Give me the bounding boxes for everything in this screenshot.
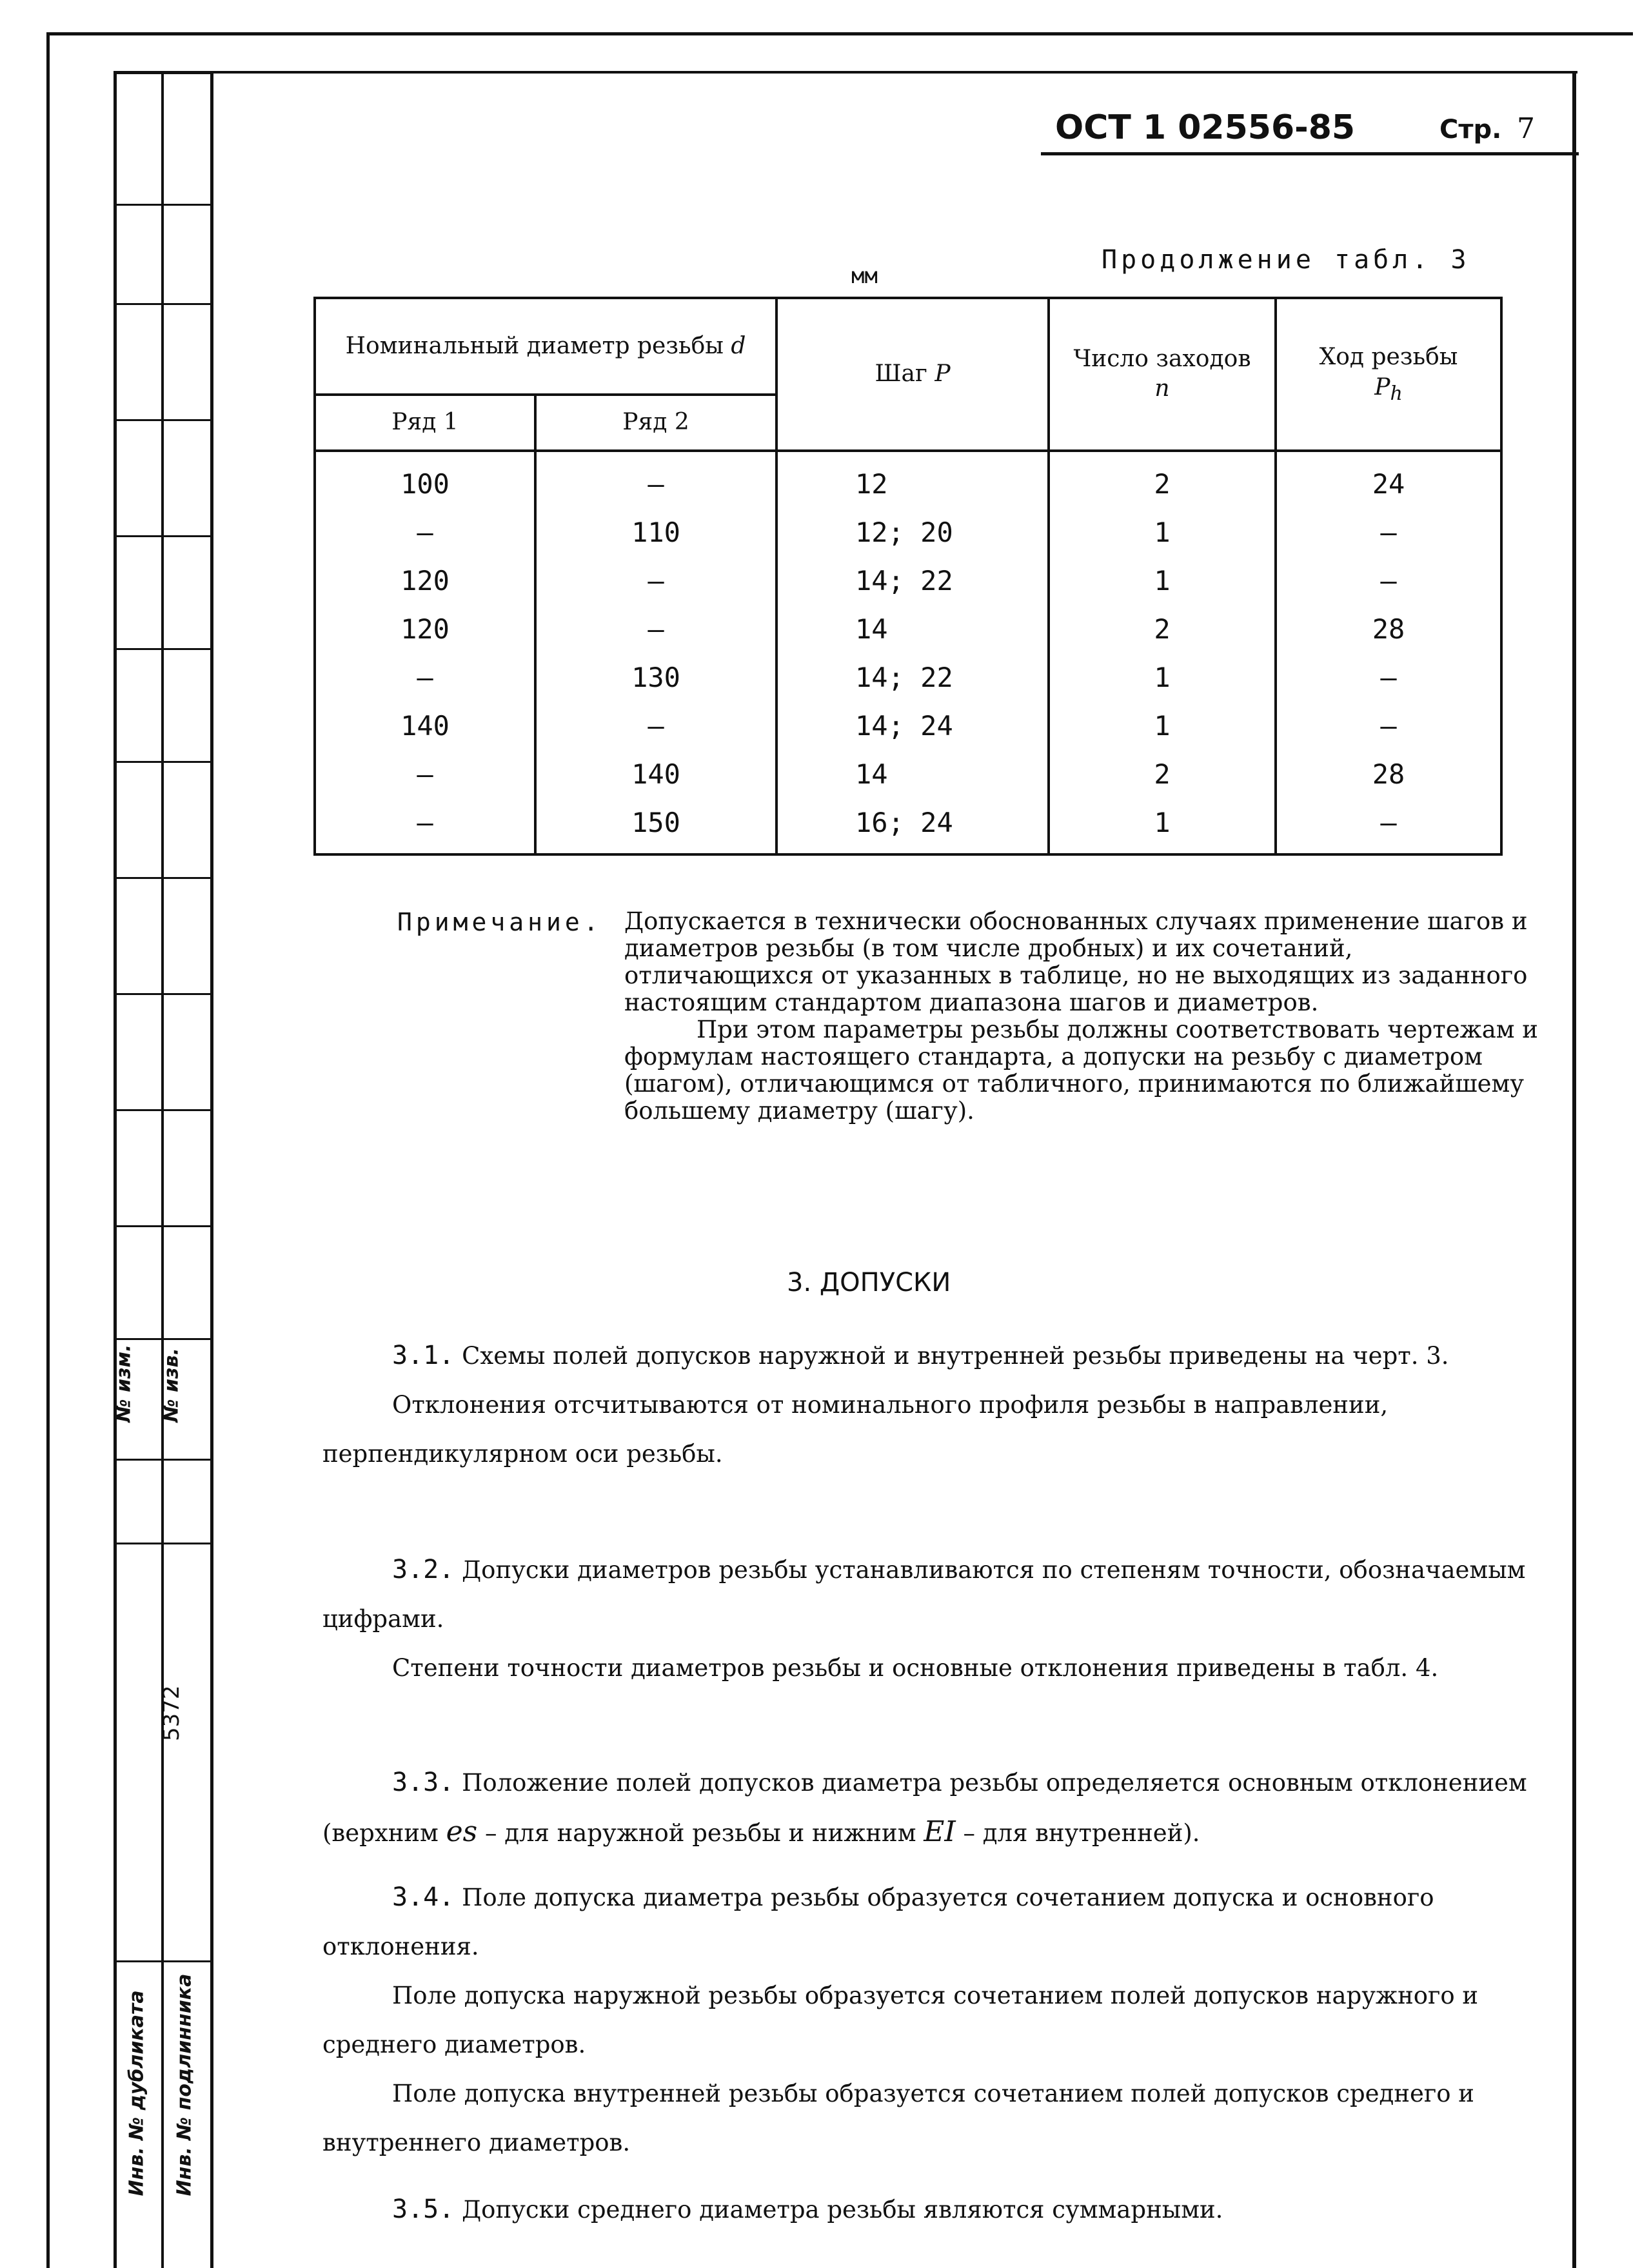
cell-row2: 130 [535, 653, 776, 702]
paragraph-3-5: 3.5. Допуски среднего диаметра резьбы являются суммарными. [392, 2194, 1223, 2224]
table-row [315, 750, 1501, 798]
cell-starts: 1 [1049, 508, 1276, 557]
cell-row1: 100 [315, 451, 535, 508]
thread-parameters-table [313, 297, 1503, 856]
cell-lead: 28 [1276, 605, 1501, 653]
paragraph-3-2b: Степени точности диаметров резьбы и основные отклонения приведены в табл. 4. [392, 1654, 1439, 1682]
stamp-grid-line [114, 993, 213, 995]
cell-row1: 120 [315, 557, 535, 605]
table-row [315, 702, 1501, 750]
paragraph-3-1: 3.1. Схемы полей допусков наружной и внутренней резьбы приведены на черт. 3. Отклонения отсчитываются от номинального профиля резьбы в направлении, перпендикулярном оси резьбы. [322, 1331, 1535, 1479]
note-paragraph: Допускается в технически обоснованных случаях применение шагов и диаметров резьбы (в том числе дробных) и их сочетаний, отличающихся от указанных в таблице, но не выходящих из заданного настоящим стандартом диапазона шагов и диаметров. [624, 907, 1528, 1016]
cell-row2: – [535, 557, 776, 605]
cell-pitch: 16; 24 [776, 798, 1049, 854]
table-continuation-caption: Продолжение табл. 3 [1102, 245, 1470, 275]
cell-row1: – [315, 750, 535, 798]
cell-starts: 1 [1049, 653, 1276, 702]
item-number: 3.4. [392, 1882, 455, 1912]
symbol-es: es [446, 1815, 478, 1848]
cell-lead: 28 [1276, 750, 1501, 798]
paragraph-3-4c: Поле допуска внутренней резьбы образуется сочетанием полей допусков среднего и внутреннего диаметров. [322, 2080, 1474, 2156]
header-row1: Ряд 1 [315, 395, 535, 451]
note-label: Примечание. [397, 908, 602, 936]
paragraph-3-4b: Поле допуска наружной резьбы образуется сочетанием полей допусков наружного и среднего диаметров. [322, 1982, 1479, 2058]
cell-row1: – [315, 653, 535, 702]
symbol-p: P [934, 360, 951, 387]
page-frame-top [46, 32, 1633, 35]
paragraph-3-2: 3.2. Допуски диаметров резьбы устанавливаются по степеням точности, обозначаемым цифрами. Степени точности диаметров резьбы и основные отклонения приведены в табл. 4. [322, 1545, 1535, 1693]
stamp-label-original: Инв. № подлинника [173, 1973, 196, 2196]
note-paragraph: При этом параметры резьбы должны соответствовать чертежам и формулам настоящего стандарта, а допуски на резьбу с диаметром (шагом), отличающимся от табличного, принимаются по ближайшему большему диаметру (шагу). [624, 1016, 1538, 1125]
item-number: 3.3. [392, 1768, 455, 1797]
stamp-number: 5372 [159, 1685, 184, 1741]
table-row [315, 653, 1501, 702]
stamp-border-left [114, 71, 117, 2268]
item-number: 3.5. [392, 2194, 455, 2224]
page-frame-left [46, 32, 50, 2268]
table-row [315, 451, 1501, 508]
stamp-label-izv: № изв. [160, 1348, 183, 1423]
content-border-top [210, 71, 1577, 74]
cell-row2: 140 [535, 750, 776, 798]
cell-lead: – [1276, 508, 1501, 557]
stamp-grid-line [114, 419, 213, 421]
paragraph-3-3: 3.3. Положение полей допусков диаметра резьбы определяется основным отклонением (верхним es – для наружной резьбы и нижним EI – для внутренней). [322, 1768, 1527, 1848]
cell-lead: – [1276, 557, 1501, 605]
cell-row2: 110 [535, 508, 776, 557]
cell-starts: 1 [1049, 798, 1276, 854]
cell-row2: – [535, 702, 776, 750]
cell-starts: 2 [1049, 605, 1276, 653]
stamp-divider [161, 71, 164, 2268]
cell-row1: – [315, 798, 535, 854]
cell-lead: 24 [1276, 451, 1501, 508]
cell-row2: – [535, 451, 776, 508]
stamp-grid-line [114, 1338, 213, 1340]
document-code: ОСТ 1 02556-85 [1055, 108, 1356, 147]
stamp-grid-line [114, 303, 213, 305]
cell-pitch: 14 [776, 605, 1049, 653]
page-label: Стр. [1439, 115, 1502, 144]
table-row [315, 798, 1501, 854]
symbol-ph-subscript: h [1390, 382, 1403, 405]
stamp-border-top [114, 71, 213, 74]
item-number: 3.2. [392, 1555, 455, 1584]
stamp-grid-line [114, 761, 213, 763]
item-number: 3.1. [392, 1341, 455, 1370]
cell-pitch: 12; 20 [776, 508, 1049, 557]
stamp-grid-line [114, 877, 213, 879]
cell-starts: 2 [1049, 750, 1276, 798]
content-border-right [1572, 71, 1576, 2268]
header-row2: Ряд 2 [535, 395, 776, 451]
page-number: 7 [1517, 112, 1535, 145]
cell-row1: 120 [315, 605, 535, 653]
table-row [315, 508, 1501, 557]
header-underline [1041, 152, 1579, 155]
cell-pitch: 14; 22 [776, 557, 1049, 605]
symbol-n: n [1154, 375, 1170, 402]
symbol-ei: EI [924, 1815, 956, 1848]
cell-lead: – [1276, 702, 1501, 750]
stamp-grid-line [114, 1960, 213, 1962]
cell-row1: – [315, 508, 535, 557]
symbol-d: d [731, 332, 746, 359]
stamp-grid-line [114, 1543, 213, 1544]
cell-starts: 1 [1049, 557, 1276, 605]
header-pitch: Шаг P [776, 298, 1049, 451]
cell-starts: 1 [1049, 702, 1276, 750]
cell-lead: – [1276, 798, 1501, 854]
header-starts: Число заходов n [1049, 298, 1276, 451]
cell-pitch: 12 [776, 451, 1049, 508]
cell-row2: 150 [535, 798, 776, 854]
paragraph-3-4: 3.4. Поле допуска диаметра резьбы образуется сочетанием допуска и основного отклонения. Поле допуска наружной резьбы образуется сочетанием полей допусков наружного и среднего диаметров. Поле допуска внутренней резьбы образуется сочетанием полей допусков среднего и внутреннего диаметров. [322, 1873, 1535, 2167]
table-unit: мм [851, 263, 878, 289]
cell-pitch: 14 [776, 750, 1049, 798]
note-body [624, 908, 1540, 1125]
table-row [315, 557, 1501, 605]
cell-lead: – [1276, 653, 1501, 702]
stamp-grid-line [114, 1459, 213, 1461]
stamp-grid-line [114, 535, 213, 537]
stamp-grid-line [114, 204, 213, 206]
header-nominal-diameter: Номинальный диаметр резьбы d [315, 298, 776, 395]
table-row [315, 605, 1501, 653]
symbol-ph: P [1374, 373, 1390, 400]
stamp-border-right [210, 71, 213, 2268]
paragraph-3-1b: Отклонения отсчитываются от номинального профиля резьбы в направлении, перпендикулярном оси резьбы. [322, 1391, 1389, 1468]
cell-row1: 140 [315, 702, 535, 750]
stamp-label-dublicate: Инв. № дубликата [125, 1990, 148, 2196]
stamp-grid-line [114, 1109, 213, 1111]
cell-pitch: 14; 24 [776, 702, 1049, 750]
stamp-grid-line [114, 648, 213, 650]
stamp-label-izm: № изм. [112, 1344, 135, 1423]
cell-starts: 2 [1049, 451, 1276, 508]
header-lead: Ход резьбы $P_h$ [1276, 298, 1501, 451]
cell-row2: – [535, 605, 776, 653]
stamp-grid-line [114, 1225, 213, 1227]
section-title: 3. ДОПУСКИ [787, 1268, 951, 1297]
table-body [315, 451, 1501, 854]
cell-pitch: 14; 22 [776, 653, 1049, 702]
